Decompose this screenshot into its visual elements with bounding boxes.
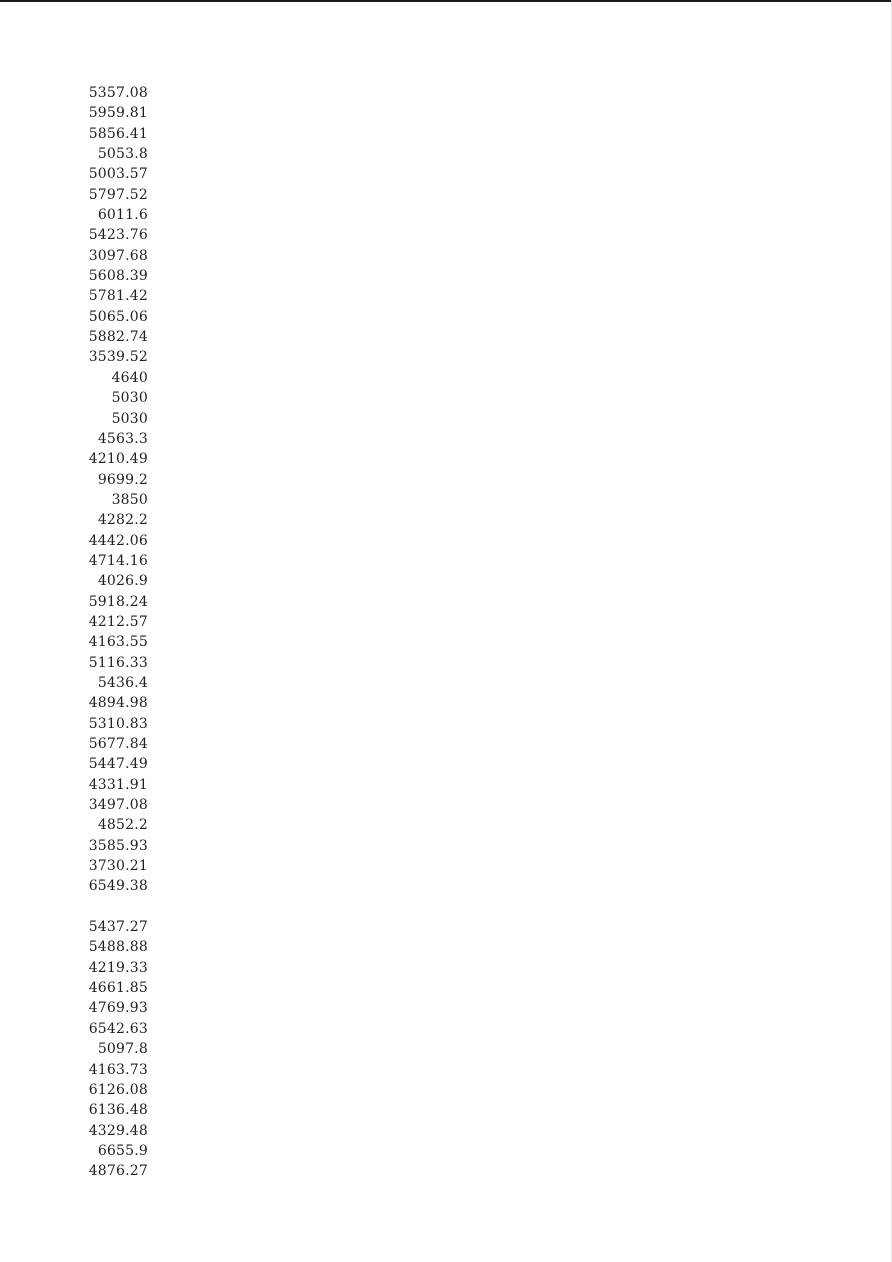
value-cell: 4329.48 [88,1122,148,1139]
value-cell: 5003.57 [88,166,148,183]
value-cell: 5781.42 [88,288,148,305]
value-cell: 4212.57 [88,613,148,630]
value-cell: 4219.33 [88,959,148,976]
value-cell: 5097.8 [97,1041,148,1058]
value-cell: 4852.2 [97,817,148,834]
value-cell: 3730.21 [88,858,148,875]
value-cell-empty [80,897,148,917]
value-cell: 4640 [111,369,148,386]
value-cell: 4163.55 [88,634,148,651]
value-cell: 3097.68 [88,247,148,264]
value-cell: 3497.08 [88,797,148,814]
value-cell: 4769.93 [88,1000,148,1017]
value-cell: 4331.91 [88,776,148,793]
value-cell: 6126.08 [88,1081,148,1098]
value-cell: 5030 [111,390,148,407]
value-cell: 5797.52 [88,186,148,203]
value-cell: 6655.9 [97,1142,148,1159]
value-cell: 6136.48 [88,1102,148,1119]
value-cell: 3850 [111,491,148,508]
value-cell: 4282.2 [97,512,148,529]
value-cell: 4442.06 [88,532,148,549]
value-cell: 5116.33 [88,654,148,671]
value-cell: 4563.3 [97,430,148,447]
value-cell: 9699.2 [97,471,148,488]
value-cell: 4876.27 [88,1163,148,1180]
value-cell: 3585.93 [88,837,148,854]
value-cell: 5918.24 [88,593,148,610]
value-cell: 4026.9 [97,573,148,590]
value-cell: 5065.06 [88,308,148,325]
value-cell: 5437.27 [88,919,148,936]
value-cell: 4714.16 [88,552,148,569]
value-cell: 4210.49 [88,451,148,468]
value-cell: 5608.39 [88,268,148,285]
value-cell: 5856.41 [88,125,148,142]
value-cell: 5423.76 [88,227,148,244]
value-cell: 4894.98 [88,695,148,712]
value-cell: 5310.83 [88,715,148,732]
value-cell: 5447.49 [88,756,148,773]
value-cell: 5959.81 [88,105,148,122]
value-cell: 6542.63 [88,1020,148,1037]
value-cell: 5436.4 [97,674,148,691]
value-cell: 6549.38 [88,878,148,895]
value-cell: 5488.88 [88,939,148,956]
value-cell: 4163.73 [88,1061,148,1078]
page-top-border [0,0,892,2]
value-cell: 5053.8 [97,146,148,163]
value-cell: 5357.08 [88,85,148,101]
value-cell: 4661.85 [88,980,148,997]
values-column [80,83,148,1182]
value-cell: 5030 [111,410,148,427]
value-cell: 3539.52 [88,349,148,366]
value-cell: 5677.84 [88,736,148,752]
value-cell: 5882.74 [88,329,148,346]
value-cell: 6011.6 [97,207,148,224]
